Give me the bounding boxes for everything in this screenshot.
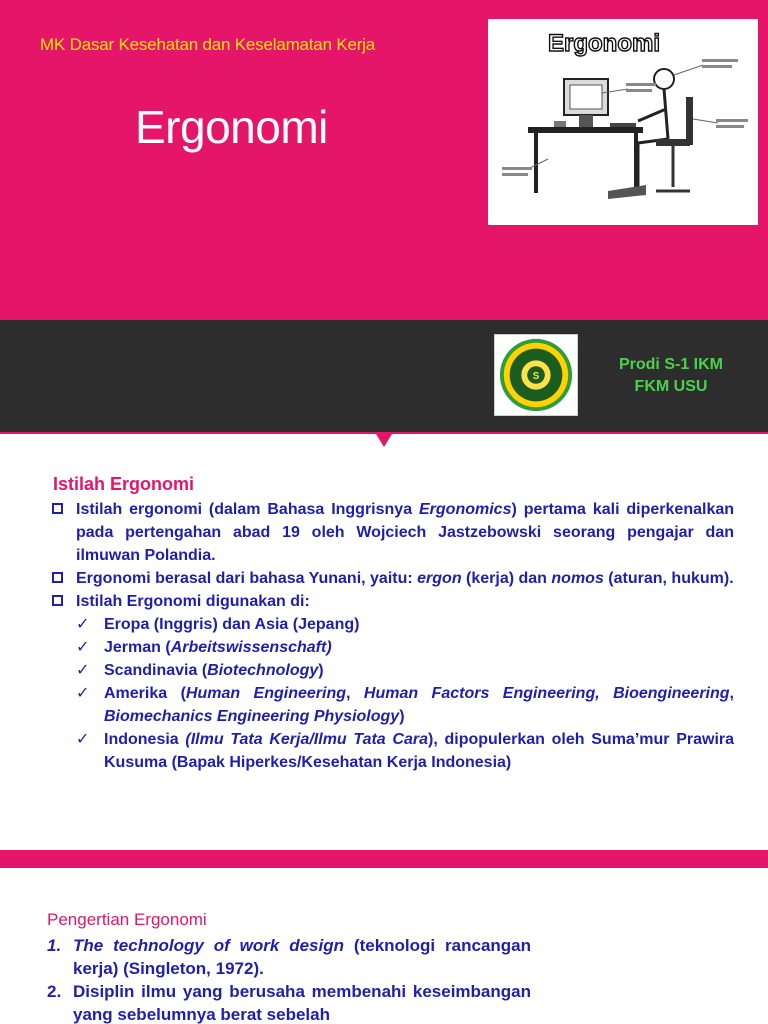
slide-title [0, 0, 768, 432]
sub-item: ✓ Indonesia (Ilmu Tata Kerja/Ilmu Tata Cara), dipopulerkan oleh Suma’mur Prawira Kusuma (Bapak Hiperkes/Kesehatan Kerja Indonesia) [52, 728, 734, 774]
ergonomi-workstation-icon [488, 19, 758, 225]
bullet-item: Ergonomi berasal dari bahasa Yunani, yaitu: ergon (kerja) dan nomos (aturan, hukum). [52, 567, 734, 590]
bullet-item: Istilah ergonomi (dalam Bahasa Inggrisnya Ergonomics) pertama kali diperkenalkan pada pertengahan abad 19 oleh Wojciech Jastzebowski seorang pengajar dan ilmuwan Polandia. [52, 498, 734, 567]
program-name [596, 354, 746, 398]
course-name: MK Dasar Kesehatan dan Keselamatan Kerja [40, 35, 376, 54]
slide-separator [0, 432, 768, 450]
bullet-item: Istilah Ergonomi digunakan di: [52, 590, 734, 613]
slide-istilah [0, 450, 768, 850]
sub-item: ✓ Scandinavia (Biotechnology) [52, 659, 734, 682]
checkbox-bullet-icon [52, 498, 76, 567]
checkmark-icon: ✓ [76, 662, 90, 679]
slide-top-band [0, 850, 768, 868]
numbered-item: 1. The technology of work design (teknologi rancangan kerja) (Singleton, 1972). [47, 936, 532, 978]
checkmark-icon: ✓ [76, 639, 90, 656]
checkmark-icon: ✓ [76, 685, 90, 702]
program-line-2: FKM USU [634, 378, 708, 395]
checkbox-bullet-icon [52, 567, 76, 590]
university-seal-icon [495, 335, 577, 415]
slide-pengertian [0, 868, 768, 1024]
istilah-content [52, 498, 734, 774]
pengertian-content [47, 934, 531, 1024]
svg-text:S: S [532, 370, 540, 382]
fkm-usu-logo [494, 334, 578, 416]
sub-item: ✓ Jerman (Arbeitswissenschaft) [52, 636, 734, 659]
sub-item: ✓ Amerika (Human Engineering, Human Factors Engineering, Bioengineering, Biomechanics Engineering Physiology) [52, 682, 734, 728]
ergonomi-illustration [488, 19, 758, 225]
image-title: Ergonomi [548, 30, 660, 57]
section-heading: Pengertian Ergonomi [47, 910, 207, 929]
section-heading: Istilah Ergonomi [53, 474, 195, 494]
checkmark-icon: ✓ [76, 731, 90, 748]
checkbox-bullet-icon [52, 590, 76, 613]
sub-item: ✓ Eropa (Inggris) dan Asia (Jepang) [52, 613, 734, 636]
numbered-item: 2. Disiplin ilmu yang berusaha membenahi keseimbangan yang sebelumnya berat sebelah [47, 982, 531, 1024]
checkmark-icon: ✓ [76, 616, 90, 633]
slide-title-text: Ergonomi [135, 101, 328, 153]
program-line-1: Prodi S-1 IKM [618, 356, 723, 373]
